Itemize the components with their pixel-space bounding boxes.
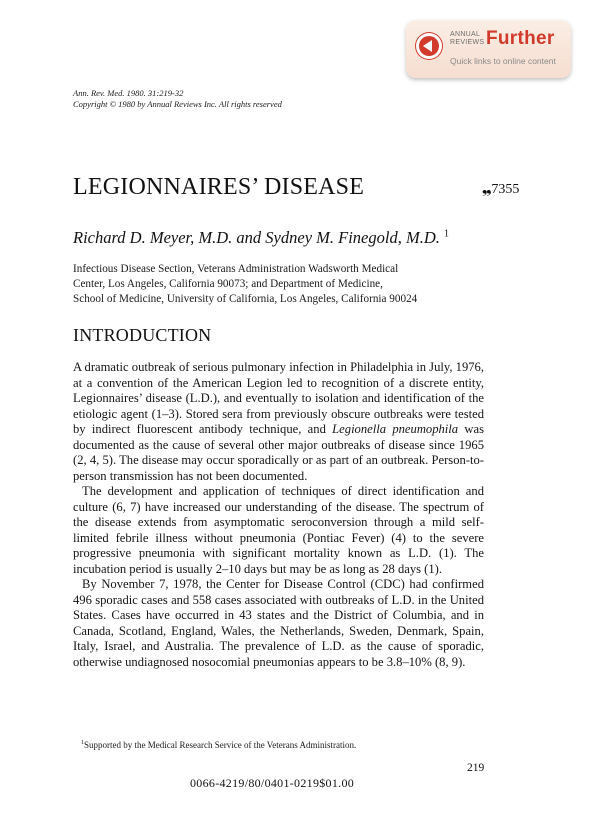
section-heading: INTRODUCTION (73, 325, 212, 345)
page-number: 219 (467, 762, 485, 774)
footnote-text: Supported by the Medical Research Service of the Veterans Administration. (84, 740, 357, 750)
paragraph: A dramatic outbreak of serious pulmonary infection in Philadelphia in July, 1976, at a convention of the American Legion led to recognition of a discrete entity, Legionnaires’ disease (L.D.), and eventually to isolation and identification of the etiologic agent (1–3). Stored sera from previously obscure outbreaks were tested by indirect fluorescent antibody technique, and Legionella pneumophila was documented as the cause of several other major outbreaks of disease since 1965 (2, 4, 5). The disease may occur sporadically or as part of an outbreak. Person-to-person transmission has not been documented. (73, 360, 484, 483)
footnote-mark: 1 (81, 740, 84, 746)
author-line (73, 228, 449, 248)
citation-block (73, 88, 282, 110)
body-text (73, 360, 484, 670)
affiliation-line: Infectious Disease Section, Veterans Administration Wadsworth Medical (73, 263, 399, 275)
reference-code: ❠7355 (482, 182, 520, 197)
annual-reviews-label: ANNUAL REVIEWS (450, 31, 485, 46)
paragraph: By November 7, 1978, the Center for Disease Control (CDC) had confirmed 496 sporadic cases and 558 cases associated with outbreaks of L.D. in the United States. Cases have occurred in 43 states and the District of Columbia, and in Canada, Scotland, England, Wales, the Netherlands, Sweden, Denmark, Spain, Italy, Israel, and Australia. The prevalence of L.D. as the cause of sporadic, otherwise undiagnosed nosocomial pneumonias appears to be 3.8–10% (8, 9). (73, 577, 484, 669)
authors: Richard D. Meyer, M.D. and Sydney M. Finegold, M.D. (73, 228, 440, 247)
footnote (81, 740, 356, 750)
affiliation-line: School of Medicine, University of California, Los Angeles, California 90024 (73, 293, 418, 305)
species-name: Legionella pneumophila (332, 422, 459, 436)
article-title: LEGIONNAIRES’ DISEASE (73, 174, 365, 200)
annual-reviews-logo-icon (416, 33, 442, 59)
affiliation-line: Center, Los Angeles, California 90073; and Department of Medicine, (73, 278, 383, 290)
further-links-badge[interactable] (406, 20, 571, 78)
copyright-line: Copyright © 1980 by Annual Reviews Inc. All rights reserved (73, 99, 282, 109)
author-footnote-mark: 1 (444, 228, 450, 240)
further-label: Further (486, 28, 555, 49)
citation-line: Ann. Rev. Med. 1980. 31:219-32 (73, 88, 184, 98)
paragraph: The development and application of techniques of direct identification and culture (6, 7) have increased our understanding of the disease. The spectrum of the disease extends from asymptomatic seroconversion through a mild self-limited febrile illness without pneumonia (Pontiac Fever) (4) to the severe progressive pneumonia with significant mortality known as L.D. (1). The incubation period is usually 2–10 days but may be as long as 28 days (1). (73, 484, 484, 576)
further-subtitle: Quick links to online content (450, 56, 556, 66)
affiliation (73, 262, 513, 307)
price-code: 0066-4219/80/0401-0219$01.00 (190, 776, 355, 790)
